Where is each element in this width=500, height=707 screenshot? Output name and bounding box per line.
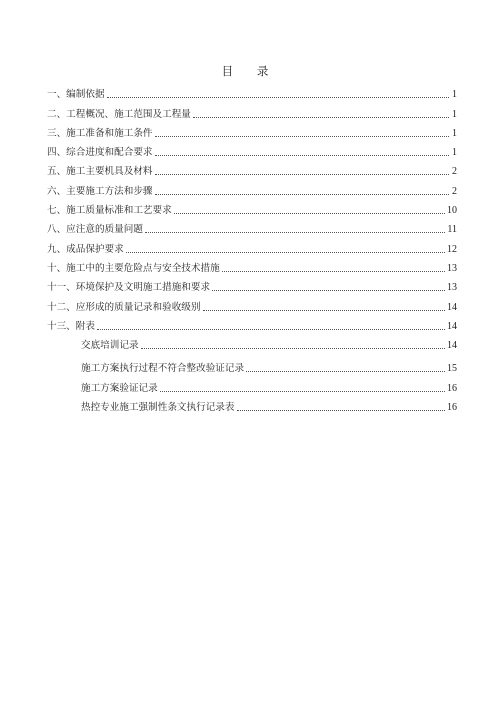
- toc-leader: [126, 251, 445, 253]
- toc-leader: [174, 212, 445, 214]
- toc-entry-page: 1: [452, 89, 457, 101]
- toc-leader: [203, 309, 446, 311]
- toc-entry-page: 1: [452, 147, 457, 159]
- toc-leader: [155, 193, 449, 195]
- toc-entry-page: 15: [447, 363, 457, 375]
- toc-entry-label: 五、施工主要机具及材料: [47, 166, 153, 178]
- toc-leader: [145, 231, 445, 233]
- toc-entry-label: 十三、附表: [47, 320, 95, 332]
- toc-leader: [107, 96, 449, 98]
- toc-entry-label: 十二、应形成的质量记录和验收级别: [47, 301, 201, 313]
- toc-entry-label: 交底培训记录: [81, 340, 139, 352]
- toc-entry: [47, 121, 457, 140]
- toc-entry-label: 热控专业施工强制性条文执行记录表: [81, 402, 235, 414]
- toc-leader: [160, 390, 445, 392]
- toc-entry-page: 16: [447, 402, 457, 414]
- toc-entry-label: 一、编制依据: [47, 89, 105, 101]
- toc-entry-page: 2: [452, 166, 457, 178]
- toc-leader: [193, 116, 449, 118]
- toc-entry: [47, 217, 457, 236]
- toc-subentry: [47, 395, 457, 414]
- toc-leader: [237, 409, 446, 411]
- toc-entry-page: 1: [452, 127, 457, 139]
- toc-entry-label: 七、施工质量标准和工艺要求: [47, 205, 172, 217]
- toc-entry-page: 13: [447, 282, 457, 294]
- toc-entry-page: 2: [452, 185, 457, 197]
- toc-entry-label: 施工方案验证记录: [81, 382, 158, 394]
- toc-entry-page: 14: [447, 301, 457, 313]
- toc-leader: [212, 289, 445, 291]
- toc-entry: [47, 294, 457, 313]
- toc-leader: [97, 328, 445, 330]
- toc-entry: [47, 198, 457, 217]
- toc-entry-page: 12: [447, 243, 457, 255]
- toc-entry-label: 十、施工中的主要危险点与安全技术措施: [47, 262, 220, 274]
- toc-list: [47, 82, 457, 414]
- toc-entry-label: 施工方案执行过程不符合整改验证记录: [81, 363, 245, 375]
- toc-leader: [246, 370, 445, 372]
- toc-entry-page: 16: [447, 382, 457, 394]
- toc-entry-label: 三、施工准备和施工条件: [47, 127, 153, 139]
- toc-entry: [47, 101, 457, 120]
- toc-leader: [155, 135, 449, 137]
- toc-entry-page: 14: [447, 320, 457, 332]
- toc-entry: [47, 178, 457, 197]
- toc-subentry: [47, 333, 457, 352]
- toc-entry-page: 13: [447, 262, 457, 274]
- toc-leader: [155, 173, 449, 175]
- toc-entry-page: 11: [447, 224, 457, 236]
- toc-entry: [47, 140, 457, 159]
- toc-entry: [47, 314, 457, 333]
- toc-entry-label: 十一、环境保护及文明施工措施和要求: [47, 282, 211, 294]
- toc-leader: [222, 270, 445, 272]
- toc-entry-label: 二、工程概况、施工范围及工程量: [47, 108, 191, 120]
- toc-subentry: [47, 375, 457, 394]
- toc-entry: [47, 82, 457, 101]
- toc-title: 目 录: [221, 64, 279, 78]
- toc-subentry: [47, 356, 457, 375]
- toc-entry: [47, 236, 457, 255]
- toc-entry-page: 14: [447, 340, 457, 352]
- toc-entry: [47, 256, 457, 275]
- toc-entry-label: 四、综合进度和配合要求: [47, 147, 153, 159]
- toc-leader: [141, 347, 445, 349]
- toc-entry: [47, 159, 457, 178]
- toc-leader: [155, 154, 449, 156]
- toc-entry: [47, 275, 457, 294]
- toc-entry-page: 10: [447, 205, 457, 217]
- toc-entry-label: 九、成品保护要求: [47, 243, 124, 255]
- toc-entry-page: 1: [452, 108, 457, 120]
- toc-entry-label: 六、主要施工方法和步骤: [47, 185, 153, 197]
- toc-entry-label: 八、应注意的质量问题: [47, 224, 143, 236]
